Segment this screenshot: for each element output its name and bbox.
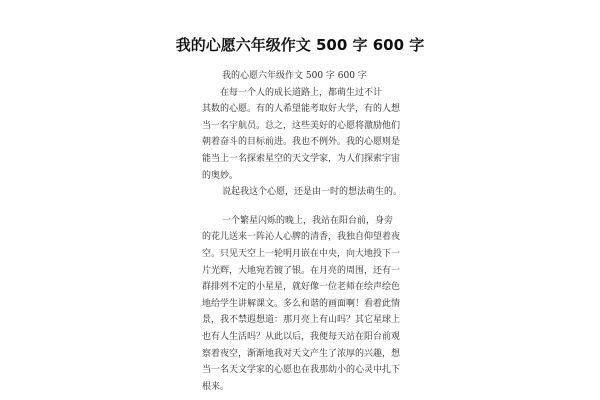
text-line: 在每一个人的成长道路上，都萌生过不计	[202, 87, 383, 98]
text-line: 一个繁星闪烁的晚上，我站在阳台前，身旁	[222, 215, 394, 226]
text-line: 当一名天文学家的心愿也在我那幼小的心灵中扎下	[202, 365, 401, 376]
paragraph	[202, 213, 402, 396]
text-line: 根来。	[202, 381, 230, 392]
text-line: 的奥妙。	[202, 170, 239, 181]
document-title: 我的心愿六年级作文 500 字 600 字	[175, 36, 425, 54]
paragraph	[202, 184, 402, 201]
text-line: 说起我这个心愿，还是由一时的想法萌生的。	[222, 187, 403, 198]
text-line: 其数的心愿。有的人希望能考取好大学，有的人想	[202, 104, 401, 115]
text-line: 朝着奋斗的目标前进。我也不例外。我的心愿则是	[202, 137, 401, 148]
text-line: 也有人生活吗？从此以后，我便每天站在阳台前观	[202, 331, 401, 342]
text-line: 地给学生讲解课文。多么和谐的画面啊！看着此情	[202, 298, 401, 309]
text-line: 的花儿送来一阵沁人心脾的清香，我独自仰望着夜	[202, 232, 401, 243]
text-line: 空。只见天空上一轮明月嵌在中央，向大地投下一	[202, 248, 401, 259]
text-line: 群排列不定的小星星，就好像一位老师在绘声绘色	[202, 282, 401, 293]
document-body	[202, 68, 402, 395]
text-line: 景，我不禁遐想道：那月亮上有山吗？其它星球上	[202, 315, 401, 326]
text-line: 当一名宇航员。总之，这些美好的心愿将激励他们	[202, 120, 401, 131]
text-line: 察着夜空，渐渐地我对天文产生了浓厚的兴趣，想	[202, 348, 401, 359]
paragraph-gap	[202, 201, 402, 213]
text-line: 我的心愿六年级作文 500 字 600 字	[222, 71, 367, 81]
text-line: 片光辉，大地宛若镀了银。在月亮的周围，还有一	[202, 265, 401, 276]
text-line: 能当上一名探索星空的天文学家，为人们探索宇宙	[202, 153, 401, 164]
paragraph	[202, 85, 402, 185]
paragraph	[202, 68, 402, 85]
